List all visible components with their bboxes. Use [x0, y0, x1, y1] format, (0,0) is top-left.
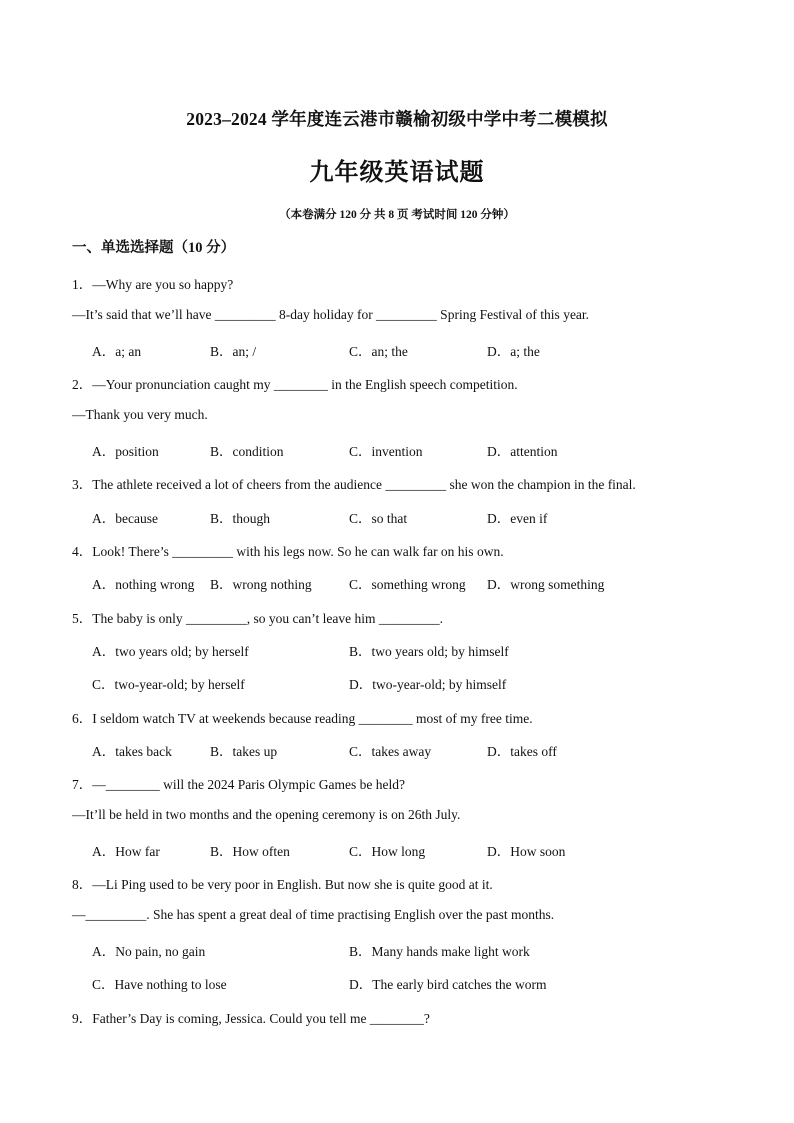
option-a: A．position: [92, 444, 159, 459]
option-b: B．two years old; by himself: [349, 644, 509, 659]
option-c: C．an; the: [349, 344, 408, 359]
option-b: B．condition: [210, 444, 284, 459]
question-8-line2: —_________. She has spent a great deal of time practising English over the past months.: [72, 907, 555, 922]
question-9-stem: 9．Father’s Day is coming, Jessica. Could you tell me ________?: [72, 1011, 430, 1026]
question-2-line2: —Thank you very much.: [72, 407, 208, 422]
option-c: C．Have nothing to lose: [92, 977, 227, 992]
question-3-stem: 3．The athlete received a lot of cheers from the audience _________ she won the champion in the final.: [72, 477, 636, 492]
option-a: A．No pain, no gain: [92, 944, 206, 959]
question-6-stem: 6．I seldom watch TV at weekends because reading ________ most of my free time.: [72, 711, 533, 726]
option-d: D．takes off: [487, 744, 557, 759]
option-d: D．wrong something: [487, 577, 605, 592]
option-d: D．attention: [487, 444, 558, 459]
option-a: A．a; an: [92, 344, 142, 359]
exam-note: （本卷满分 120 分 共 8 页 考试时间 120 分钟）: [279, 209, 515, 221]
question-4-stem: 4．Look! There’s _________ with his legs now. So he can walk far on his own.: [72, 544, 504, 559]
question-5-stem: 5．The baby is only _________, so you can’t leave him _________.: [72, 611, 443, 626]
option-a: A．How far: [92, 844, 160, 859]
option-a: A．nothing wrong: [92, 577, 195, 592]
option-b: B．How often: [210, 844, 290, 859]
option-b: B．though: [210, 511, 271, 526]
section-title: 一、单选选择题（10 分）: [72, 240, 236, 256]
question-1-stem: 1．—Why are you so happy?: [72, 277, 234, 292]
option-d: D．a; the: [487, 344, 540, 359]
option-b: B．an; /: [210, 344, 257, 359]
question-1-line2: —It’s said that we’ll have _________ 8-day holiday for _________ Spring Festival of this year.: [72, 307, 590, 322]
option-d: D．The early bird catches the worm: [349, 977, 547, 992]
option-c: C．takes away: [349, 744, 432, 759]
option-a: A．takes back: [92, 744, 172, 759]
exam-subtitle: 九年级英语试题: [309, 160, 485, 186]
option-a: A．two years old; by herself: [92, 644, 249, 659]
exam-title: 2023–2024 学年度连云港市赣榆初级中学中考二模模拟: [186, 109, 608, 129]
question-8-stem: 8．—Li Ping used to be very poor in English. But now she is quite good at it.: [72, 877, 493, 892]
option-d: D．two-year-old; by himself: [349, 677, 507, 692]
option-a: A．because: [92, 511, 158, 526]
option-b: B．takes up: [210, 744, 278, 759]
question-2-stem: 2．—Your pronunciation caught my ________ in the English speech competition.: [72, 377, 518, 392]
question-7-line2: —It’ll be held in two months and the opening ceremony is on 26th July.: [72, 807, 461, 822]
option-c: C．invention: [349, 444, 423, 459]
option-c: C．something wrong: [349, 577, 466, 592]
option-b: B．Many hands make light work: [349, 944, 530, 959]
option-b: B．wrong nothing: [210, 577, 312, 592]
option-d: D．How soon: [487, 844, 566, 859]
question-7-stem: 7．—________ will the 2024 Paris Olympic Games be held?: [72, 777, 405, 792]
option-d: D．even if: [487, 511, 548, 526]
option-c: C．so that: [349, 511, 408, 526]
option-c: C．two-year-old; by herself: [92, 677, 245, 692]
option-c: C．How long: [349, 844, 426, 859]
